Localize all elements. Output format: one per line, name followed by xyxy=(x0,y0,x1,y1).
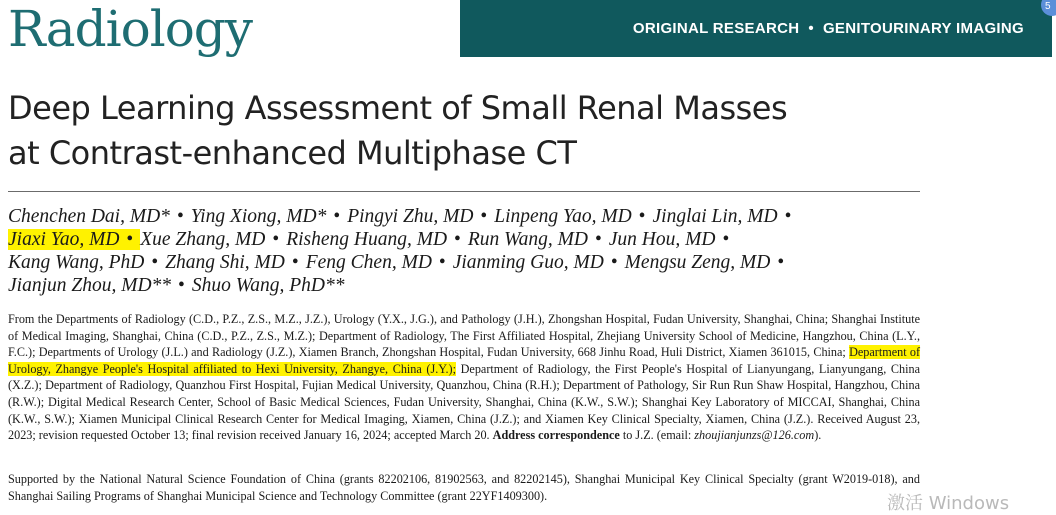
author: Zhang Shi, MD xyxy=(165,252,285,273)
affiliations-paragraph: From the Departments of Radiology (C.D., P.Z., Z.S., M.Z., J.Z.), Urology (Y.X., J.G.), and Pathology (J.H.), Zhongshan Hospital, Fudan University, Shanghai, China; Shanghai Institute of Medical Imaging, Shanghai, China (C.D., P.Z., Z.S., M.Z.); Department of Radiology, The First Affiliated Hospital, Zhejiang University School of Medicine, Hangzhou, China (L.Y., F.C.); Departments of Urology (J.L.) and Radiology (J.Z.), Xiamen Branch, Zhongshan Hospital, Fudan University, 668 Jinhu Road, Huli District, Xiamen 361015, China; Department of Urology, Zhangye People's Hospital affiliated to Hexi University, Zhangye, China (J.Y.); Department of Radiology, the First People's Hospital of Lianyungang, Lianyungang, China (X.Z.); Department of Radiology, Quanzhou First Hospital, Fujian Medical University, Quanzhou, China (R.H.); Department of Pathology, Sir Run Run Shaw Hospital, Hangzhou, China (R.W.); Digital Medical Research Center, School of Basic Medical Sciences, Fudan University, Shanghai, China (K.W., S.W.); Shanghai Key Laboratory of MICCAI, Shanghai, China (K.W., S.W.); Xiamen Municipal Clinical Research Center for Medical Imaging, Xiamen, China (J.Z.); and Xiamen Key Clinical Specialty, Xiamen, China (J.Z.). Received August 23, 2023; revision requested October 13; final revision received January 16, 2024; accepted March 20. Address correspondence to J.Z. (email: zhoujianjunzs@126.com). xyxy=(8,312,921,443)
author-bullet: • xyxy=(176,206,184,227)
title-line-1: Deep Learning Assessment of Small Renal Masses xyxy=(8,89,788,127)
author: Jianming Guo, MD xyxy=(452,252,604,273)
author-bullet: • xyxy=(777,252,785,273)
author: Chenchen Dai, MD* xyxy=(8,206,170,227)
funding-statement: Supported by the National Natural Science Foundation of China (grants 82202106, 81902563, and 82202145), Shanghai Municipal Key Clinical Specialty (grant W2019-018), and Shanghai Sailing Programs of Shanghai Municipal Science and Technology Committee (grant 22YF1409300). xyxy=(8,472,920,503)
author-bullet: • xyxy=(178,275,185,296)
category-original-research: ORIGINAL RESEARCH xyxy=(632,20,800,37)
notification-badge[interactable]: 5 xyxy=(1041,0,1056,16)
author: Jun Hou, MD xyxy=(608,229,716,250)
windows-activation-watermark: 激活 Windows xyxy=(887,493,1010,514)
author: Linpeng Yao, MD xyxy=(494,206,632,227)
author-bullet: • xyxy=(454,229,461,250)
article-title xyxy=(8,86,908,176)
author-bullet: • xyxy=(480,206,488,227)
author-line xyxy=(8,228,928,251)
author-bullet: • xyxy=(272,229,280,250)
author-line xyxy=(8,274,928,297)
author: Kang Wang, PhD xyxy=(8,252,145,273)
author: Jinglai Lin, MD xyxy=(652,206,778,227)
category-separator: • xyxy=(808,20,814,37)
author: Shuo Wang, PhD** xyxy=(191,275,345,296)
author-bullet: • xyxy=(610,252,618,273)
author-bullet: • xyxy=(784,206,792,227)
author-bullet: • xyxy=(291,252,299,273)
author-bullet: • xyxy=(151,252,159,273)
correspondence-email[interactable]: zhoujianjunzs@126.com xyxy=(694,428,815,443)
journal-logo: Radiology xyxy=(8,0,253,58)
title-line-2: at Contrast-enhanced Multiphase CT xyxy=(8,134,577,172)
author: Pingyi Zhu, MD xyxy=(347,206,474,227)
author: Risheng Huang, MD xyxy=(286,229,448,250)
author-bullet: • xyxy=(438,252,446,273)
article-category-banner xyxy=(460,0,1052,57)
author-list xyxy=(8,205,928,297)
affiliation-highlight: Department of Urology, Zhangye People's Hospital affiliated to Hexi University, Zhangye, China (J.Y.); xyxy=(8,345,921,376)
author-bullet: • xyxy=(722,229,730,250)
title-divider xyxy=(8,191,920,192)
author: Run Wang, MD xyxy=(467,229,588,250)
author: Ying Xiong, MD* xyxy=(190,206,327,227)
category-genitourinary-imaging: GENITOURINARY IMAGING xyxy=(822,20,1024,37)
author-bullet: • xyxy=(333,206,341,227)
author-bullet: • xyxy=(638,206,646,227)
author: Mengsu Zeng, MD xyxy=(624,252,771,273)
author-bullet: • xyxy=(594,229,602,250)
correspondence-label: Address correspondence xyxy=(492,428,620,443)
author: Feng Chen, MD xyxy=(305,252,432,273)
author: Xue Zhang, MD xyxy=(140,229,266,250)
author: Jianjun Zhou, MD** xyxy=(8,275,172,296)
author-line xyxy=(8,205,928,228)
author-highlighted: Jiaxi Yao, MD • xyxy=(8,229,140,250)
author-line xyxy=(8,251,928,274)
